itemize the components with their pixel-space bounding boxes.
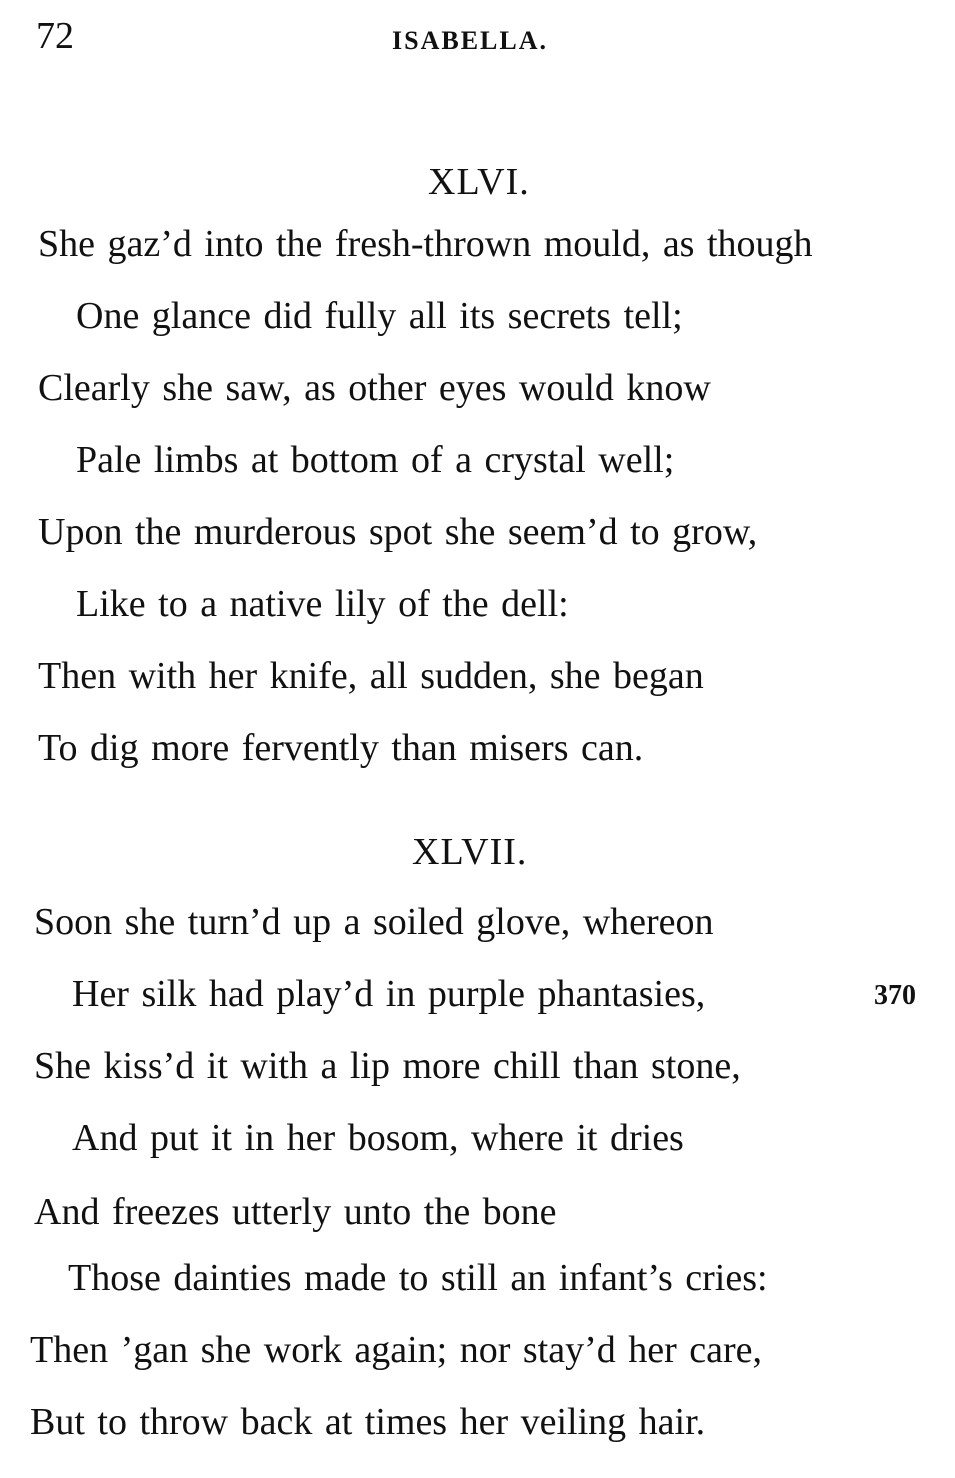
verse-line: And freezes utterly unto the bone [34, 1191, 557, 1233]
stanza-number: XLVI. [428, 161, 530, 203]
stanza-number: XLVII. [412, 831, 528, 873]
verse-line: She gaz’d into the fresh-thrown mould, as though [38, 223, 813, 265]
verse-line: And put it in her bosom, where it dries [72, 1117, 684, 1159]
verse-line: To dig more fervently than misers can. [38, 727, 644, 769]
verse-line: Those dainties made to still an infant’s cries: [68, 1257, 768, 1299]
verse-line: But to throw back at times her veiling hair. [30, 1401, 706, 1443]
verse-line: Pale limbs at bottom of a crystal well; [76, 439, 675, 481]
verse-line: Upon the murderous spot she seem’d to grow, [38, 511, 758, 553]
verse-line: Like to a native lily of the dell: [76, 583, 569, 625]
verse-line: One glance did fully all its secrets tell; [76, 295, 683, 337]
running-title: ISABELLA. [392, 26, 548, 55]
verse-line: Her silk had play’d in purple phantasies, [72, 973, 706, 1015]
verse-line: Then with her knife, all sudden, she began [38, 655, 704, 697]
verse-line: She kiss’d it with a lip more chill than stone, [34, 1045, 741, 1087]
verse-line: Soon she turn’d up a soiled glove, whereon [34, 901, 714, 943]
verse-line: Clearly she saw, as other eyes would know [38, 367, 711, 409]
line-number: 370 [874, 980, 916, 1011]
page-number: 72 [36, 15, 74, 57]
verse-line: Then ’gan she work again; nor stay’d her care, [30, 1329, 762, 1371]
